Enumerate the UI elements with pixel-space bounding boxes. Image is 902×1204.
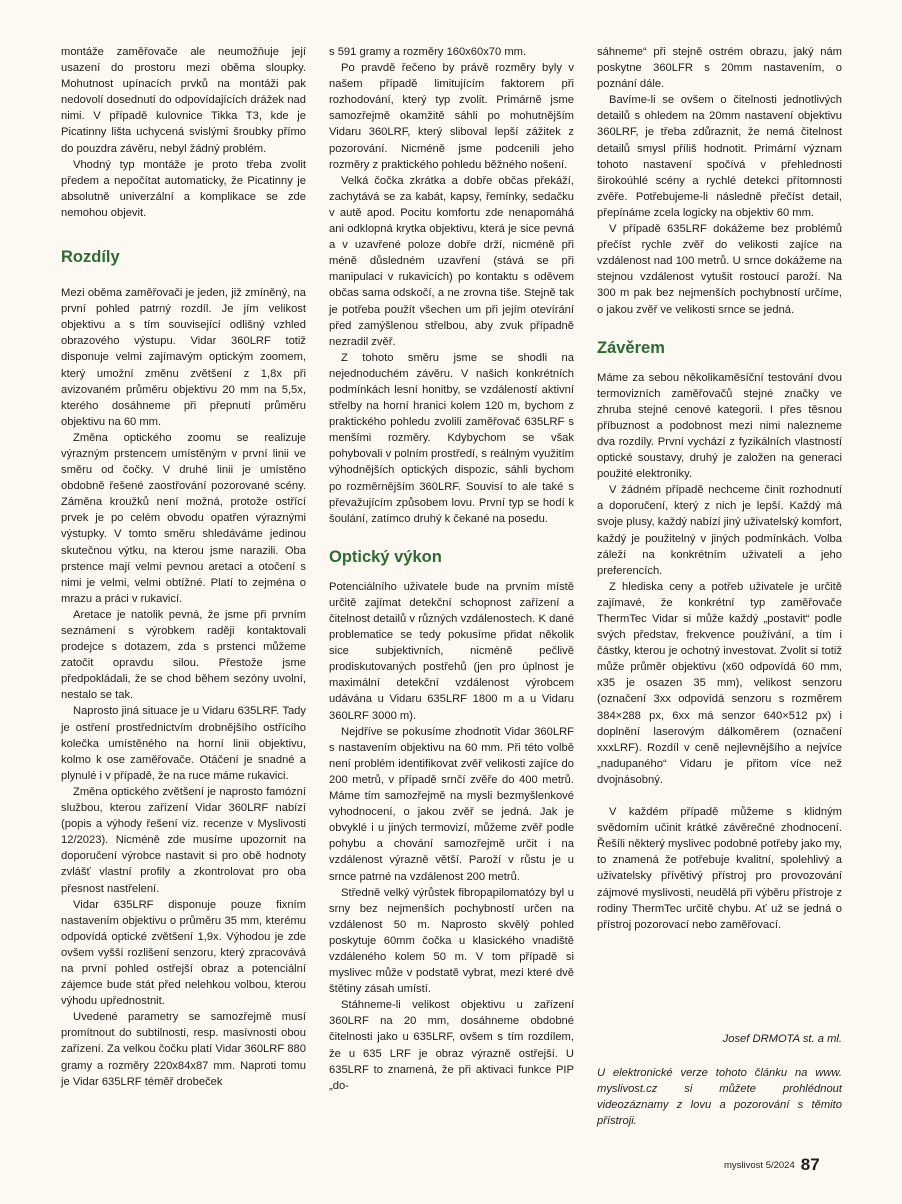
section-heading-rozdily: Rozdíly [61,248,120,267]
paragraph: Vhodný typ montáže je proto třeba zvolit předem a nepočítat automaticky, že Picatinny je absolutně univerzální a komplikace se zde nemohou objevit. [61,158,306,219]
paragraph: Stáhneme-li velikost objektivu u zařízení 360LRF na 20 mm, dosáhneme obdobné čitelnosti jako u 635LRF, ovšem s tím rozdílem, že u 635 LRF je obraz výrazně ostřejší. U 635LRF to znamená, že při aktivaci funkce PIP „do- [329,999,574,1092]
paragraph: Velká čočka zkrátka a dobře občas překáží, zachytává se za kabát, kapsy, řemínky, sedačku v autě apod. Pocitu komfortu zde nenapomáhá ani odklopná krytka objektivu, která je sice pevná a v uzavřené poloze dobře drží, nicméně při méně důsledném uzavření (stává se při manipulaci v rukavicích) po kontaktu s oděvem občas sama odskočí, a ne zrovna tiše. Stejně tak je potřeba použít všechen um při jejím otevírání před zamýšlenou střelbou, aby zvuk případně nezradil zvěř. [329,174,574,348]
text-column-1 [61,44,306,1090]
magazine-issue: myslivost 5/2024 [724,1160,795,1171]
paragraph: Mezi oběma zaměřovači je jeden, již zmíněný, na první pohled patrný rozdíl. Je jím velikost objektivu a s tím související odlišný vzhled obrazového výstupu. Vidar 360LRF totiž disponuje velmi zajímavým optickým zoomem, který umožní změnu zvětšení z 1,8x při avizovaném průměru objektivu 20 mm na 5,5x, kterého dosáhneme při přepnutí průměru objektivu na 60 mm. [61,287,306,428]
paragraph: Z hlediska ceny a potřeb uživatele je určitě zajímavé, že konkrétní typ zaměřovače ThermTec Vidar si může každý „postavit“ podle svých představ, frekvence používání, a tím i částky, kterou je ochotný investovat. Zvolit si totiž může průměr objektivu (x60 odpovídá 60 mm, x35 je osazen 35 mm), velikost senzoru (označení 3xx odpovídá senzoru s rozměrem 384×288 px, 6xx má senzor 640×512 px) i doplnění laserovým dálkoměrem (označení xxxLRF). Rozdíl v ceně nejlevnějšího a nejvíce „nadupaného“ Vidaru je přitom více než dvojnásobný. [597,580,842,786]
paragraph: V případě 635LRF dokážeme bez problémů přečíst rychle zvěř do velikosti zajíce na vzdálenost nad 100 metrů. U srnce dokážeme na stejnou vzdálenost vytušit rostoucí paroží. Na 300 m pak bez nejmenších pochybností určíme, o jakou zvěř ve velikosti srnce se jedná. [597,223,842,316]
paragraph: sáhneme“ při stejně ostrém obrazu, jaký nám poskytne 360LFR s 20mm nastavením, o poznání dále. [597,46,842,91]
section-heading-opticky-vykon: Optický výkon [329,547,442,566]
paragraph: Potenciálního uživatele bude na prvním místě určitě zajímat detekční schopnost zařízení a čitelnost detailů v různých vzdálenostech. K dané problematice se tedy pokusíme přidat několik sice subjektivních, nicméně pečlivě prodiskutovaných postřehů (jen pro úplnost je maximální detekční vzdálenost výrobcem udávána u Vidaru 635LRF 1800 m a u Vidaru 360LRF 3000 m). [329,580,574,722]
paragraph: Změna optického zoomu se realizuje výrazným prstencem umístěným v první linii ve směru od čočky. V druhé linii je umístěno obdobně řešené zaostřování pozorované scény. Záměna kroužků není možná, protože ostřící prvek je po celém obvodu opatřen výraznými výstupky. V tomto směru shledáváme jedinou skutečnou výtku, na kterou jsme narazili. Oba prstence mají velmi pevnou aretaci a otočení s nimi je velmi, velmi obtížné. Platí to zejména o mrazu a práci v rukavicí. [61,431,306,605]
paragraph: V žádném případě nechceme činit rozhodnutí a doporučení, který z nich je lepší. Každý má svoje plusy, každý nabízí jiný uživatelský komfort, každý je použitelný v jiných podmínkách. Volba záleží na konkrétním uživateli a jeho preferencích. [597,484,842,577]
author-signature: Josef DRMOTA st. a ml. [722,1032,842,1045]
paragraph: Středně velký výrůstek fibropapilomatózy byl u srny bez nejmenších pochybností určen na vzdálenost 50 m. Naprosto skvělý pohled poskytuje 60mm čočka u klasického vnadiště vzdáleného kolem 50 m. V tom případě si myslivec může v podstatě vybrat, mezi které dvě štětiny zásah umístí. [329,886,574,996]
page-footer [724,1155,820,1175]
electronic-version-note: U elektronické verze tohoto článku na www. myslivost.cz si můžete prohlédnout videozáznamy z lovu a pozorování s těmito přístroji. [597,1066,842,1128]
paragraph: Bavíme-li se ovšem o čitelnosti jednotlivých detailů s ohledem na 20mm nastavení objektivu 360LRF, je třeba zdůraznit, že nemá čitelnost detailů smysl příliš hodnotit. Primární význam tohoto nastavení spočívá v přehlednosti širokoúhlé scény a rychlé detekci přítomnosti zvěře. Potřebujeme-li následně přečíst detail, přepínáme zcela logicky na objektiv 60 mm. [597,94,842,219]
paragraph: Nejdříve se pokusíme zhodnotit Vidar 360LRF s nastavením objektivu na 60 mm. Při této volbě není problém identifikovat zvěř velikosti zajíce do 200 metrů, v případě srnčí zvěře do 400 metrů. Máme tím samozřejmě na mysli bezmyšlenkové vyhodnocení, o jakou zvěř se jedná. Jak je obvyklé i u jiných termovizí, můžeme zvěř podle pohybu a chování samozřejmě určit i na vzdálenost výrazně větší. Paroží v růstu je u srnce patrné na vzdálenost 200 metrů. [329,725,574,883]
page-number: 87 [800,1155,820,1174]
paragraph: Vidar 635LRF disponuje pouze fixním nastavením objektivu o průměru 35 mm, kterému odpovídá optické zvětšení 1,9x. Výhodou je zde ovšem vyšší rozlišení senzoru, který zpracovává na první pohled ostřejší obraz a potenciální zájemce bude stát před nelehkou volbou, kterou výhodu upřednostnit. [61,898,306,1008]
text-column-3 [597,44,842,1129]
paragraph: s 591 gramy a rozměry 160x60x70 mm. [329,46,527,58]
paragraph: Změna optického zvětšení je naprosto famózní službou, kterou zařízení Vidar 360LRF nabízí (popis a výhody řešení viz. recenze v Myslivosti 12/2023). Nicméně zde musíme upozornit na doporučení výrobce nastavit si pro obě hodnoty zvlášť vlastní profily a zkontrolovat pro oba přesnost nastřelení. [61,785,306,895]
paragraph: Aretace je natolik pevná, že jsme při prvním seznámení s výrobkem raději kontaktovali prodejce s dotazem, zda s prstenci můžeme zatočit opravdu silou. Přestože jsme předpokládali, že se chod během sezóny uvolní, nestalo se tak. [61,608,306,702]
section-heading-zaverem: Závěrem [597,338,665,357]
paragraph: Máme za sebou několikaměsíční testování dvou termovizních zaměřovačů stejné značky ve zhruba stejné cenové kategorii. I přes těsnou příbuznost a podobnost mezi nimi nalezneme dva rozdíly. První vychází z fyzikálních vlastností optické soustavy, druhý je založen na generaci použité elektroniky. [597,371,842,481]
text-column-2 [329,44,574,1094]
paragraph: V každém případě můžeme s klidným svědomím učinit krátké závěrečné zhodnocení. Řešíli některý myslivec podobné potřeby jako my, to znamená že potřebuje kvalitní, spolehlivý a uživatelsky přívětivý přístroj pro provozování zájmové myslivosti, neudělá při výběru přístroje z rodiny ThermTec určitě chybu. Ať už se jedná o přístroj pozorovací nebo zaměřovací. [597,806,842,931]
paragraph: Naprosto jiná situace je u Vidaru 635LRF. Tady je ostření prostřednictvím drobnějšího ostřícího kolečka umístěného na horní linii objektivu, kolmo k ose zaměřovače. Otáčení je snadné a plynulé i v případě, že na ruce máme rukavici. [61,705,306,782]
paragraph: Uvedené parametry se samozřejmě musí promítnout do subtilnosti, resp. masívnosti obou zařízení. Za velkou čočku platí Vidar 360LRF 880 gramy a rozměry 220x84x87 mm. Naproti tomu je Vidar 635LRF téměř drobeček [61,1011,306,1088]
paragraph: Z tohoto směru jsme se shodli na nejednoduchém závěru. V našich konkrétních podmínkách lesní honitby, se vzdáleností aktivní střelby na horní hranici kolem 120 m, bychom z praktického pohledu zvolili zaměřovač 635LRF s menšími rozměry. Kdybychom se však pohybovali v polním prostředí, s reálným využitím výhodnějších optických dispozic, sáhli bychom po rozměrnějším 360LRF. Souvisí to ale také s převažujícím způsobem lovu. První typ se hodí k šoulání, zatímco druhý k čekané na posedu. [329,351,574,525]
paragraph: Po pravdě řečeno by právě rozměry byly v našem případě limitujícím faktorem při rozhodování, který typ zvolit. Primárně jsme samozřejmě okamžitě sáhli po mohutnějším Vidaru 360LRF, který sliboval lepší zážitek z pozorování. Nicméně jsme podcenili jeho rozměry z praktického pohledu běžného nošení. [329,62,574,171]
paragraph: montáže zaměřovače ale neumožňuje její usazení do prostoru mezi oběma sloupky. Mohutnost upínacích prvků na montáži pak nedovolí dosednutí do odpovídajících drážek nad nimi. V případě kulovnice Tikka T3, kde je Picatinny lišta uchycená svislými šroubky přímo do pouzdra závěru, nebyl žádný problém. [61,46,306,155]
